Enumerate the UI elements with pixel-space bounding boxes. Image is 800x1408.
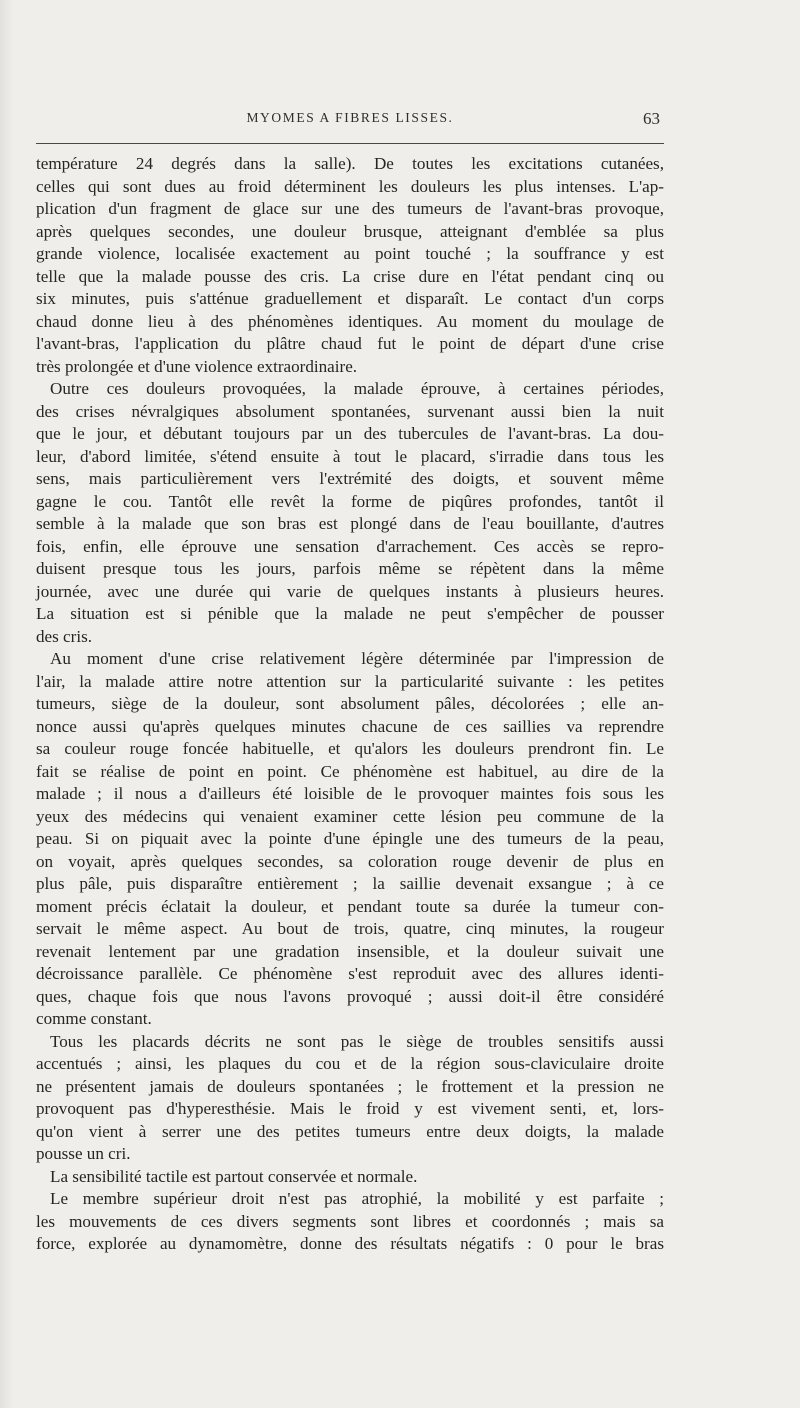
text-line: Tous les placards décrits ne sont pas le siège de troubles sensitifs aussi [50, 1031, 664, 1051]
text-line: décroissance parallèle. Ce phénomène s'est reproduit avec des allures identi- [36, 964, 664, 983]
text-line: on voyait, après quelques secondes, sa coloration rouge devenir de plus en [36, 851, 664, 871]
text-line: plus pâle, puis disparaître entièrement ; la saillie devenait exsangue ; à ce [36, 874, 664, 893]
text-line: les mouvements de ces divers segments sont libres et coordonnés ; mais sa [36, 1211, 664, 1231]
text-line: grande violence, localisée exactement au point touché ; la souffrance y est [36, 244, 664, 263]
text-line: l'air, la malade attire notre attention sur la particularité suivante : les petites [36, 671, 664, 691]
text-line: fait se réalise de point en point. Ce phénomène est habituel, au dire de la [36, 761, 664, 781]
text-line: comme constant. [36, 1009, 152, 1028]
text-line: moment précis éclatait la douleur, et pendant toute sa durée la tumeur con- [36, 896, 664, 916]
text-line: tumeurs, siège de la douleur, sont absolument pâles, décolorées ; elle an- [36, 694, 664, 713]
text-line: Au moment d'une crise relativement légère déterminée par l'impression de [50, 649, 664, 668]
text-line: chaud donne lieu à des phénomènes identiques. Au moment du moulage de [36, 311, 664, 331]
text-line: nonce aussi qu'après quelques minutes chacune de ces saillies va reprendre [36, 716, 664, 736]
text-line: telle que la malade pousse des cris. La crise dure en l'état pendant cinq ou [36, 266, 664, 286]
text-line: fois, enfin, elle éprouve une sensation d'arrachement. Ces accès se repro- [36, 536, 664, 556]
text-line: peau. Si on piquait avec la pointe d'une épingle une des tumeurs de la peau, [36, 829, 664, 848]
text-line: des cris. [36, 626, 93, 646]
text-line: provoquent pas d'hyperesthésie. Mais le froid y est vivement senti, et, lors- [36, 1099, 664, 1118]
text-line: ques, chaque fois que nous l'avons provoqué ; aussi doit-il être considéré [36, 986, 664, 1006]
text-line: malade ; il nous a d'ailleurs été loisible de le provoquer maintes fois sous les [36, 784, 664, 803]
text-line: Le membre supérieur droit n'est pas atrophié, la mobilité y est parfaite ; [50, 1189, 664, 1208]
header-rule [36, 143, 664, 144]
text-line: journée, avec une durée qui varie de quelques instants à plusieurs heures. [36, 581, 664, 601]
text-line: La situation est si pénible que la malade ne peut s'empêcher de pousser [36, 604, 664, 623]
text-line: plication d'un fragment de glace sur une des tumeurs de l'avant-bras provoque, [36, 199, 664, 218]
running-head [36, 110, 664, 134]
text-line: ne présentent jamais de douleurs spontanées ; le frottement et la pression ne [36, 1076, 664, 1096]
text-line: que le jour, et débutant toujours par un des tubercules de l'avant-bras. La dou- [36, 424, 664, 443]
text-line: semble à la malade que son bras est plongé dans de l'eau bouillante, d'autres [36, 514, 664, 533]
text-line: servait le même aspect. Au bout de trois, quatre, cinq minutes, la rougeur [36, 919, 664, 938]
text-line: La sensibilité tactile est partout conservée et normale. [50, 1166, 418, 1186]
text-line: après quelques secondes, une douleur brusque, atteignant d'emblée sa plus [36, 221, 664, 241]
text-line: accentués ; ainsi, les plaques du cou et de la région sous-claviculaire droite [36, 1054, 664, 1073]
body-text [36, 153, 664, 1256]
running-title: MYOMES A FIBRES LISSES. [246, 110, 454, 125]
text-line: leur, d'abord limitée, s'étend ensuite à tout le placard, s'irradie dans tous les [36, 446, 664, 466]
text-line: qu'on vient à serrer une des petites tumeurs entre deux doigts, la malade [36, 1121, 664, 1141]
text-line: pousse un cri. [36, 1144, 131, 1163]
text-line: très prolongée et d'une violence extraordinaire. [36, 356, 358, 376]
text-line: yeux des médecins qui venaient examiner cette lésion peu commune de la [36, 806, 664, 826]
text-line: l'avant-bras, l'application du plâtre chaud fut le point de départ d'une crise [36, 334, 664, 353]
text-line: sens, mais particulièrement vers l'extrémité des doigts, et souvent même [36, 469, 664, 488]
text-line: gagne le cou. Tantôt elle revêt la forme de piqûres profondes, tantôt il [36, 491, 664, 511]
text-line: duisent presque tous les jours, parfois même se répètent dans la même [36, 559, 664, 578]
text-line: Outre ces douleurs provoquées, la malade éprouve, à certaines périodes, [50, 379, 664, 398]
text-line: sa couleur rouge foncée habituelle, et qu'alors les douleurs prendront fin. Le [36, 739, 664, 758]
text-line: celles qui sont dues au froid déterminent les douleurs les plus intenses. L'ap- [36, 176, 664, 196]
text-line: force, explorée au dynamomètre, donne des résultats négatifs : 0 pour le bras [36, 1234, 664, 1253]
text-line: température 24 degrés dans la salle). De toutes les excitations cutanées, [36, 154, 664, 173]
text-line: six minutes, puis s'atténue graduellement et disparaît. Le contact d'un corps [36, 289, 664, 308]
page-gutter-edge [0, 0, 14, 1408]
text-line: des crises névralgiques absolument spontanées, survenant aussi bien la nuit [36, 401, 664, 421]
page-number: 63 [643, 109, 660, 128]
text-line: revenait lentement par une gradation insensible, et la douleur suivait une [36, 941, 664, 961]
